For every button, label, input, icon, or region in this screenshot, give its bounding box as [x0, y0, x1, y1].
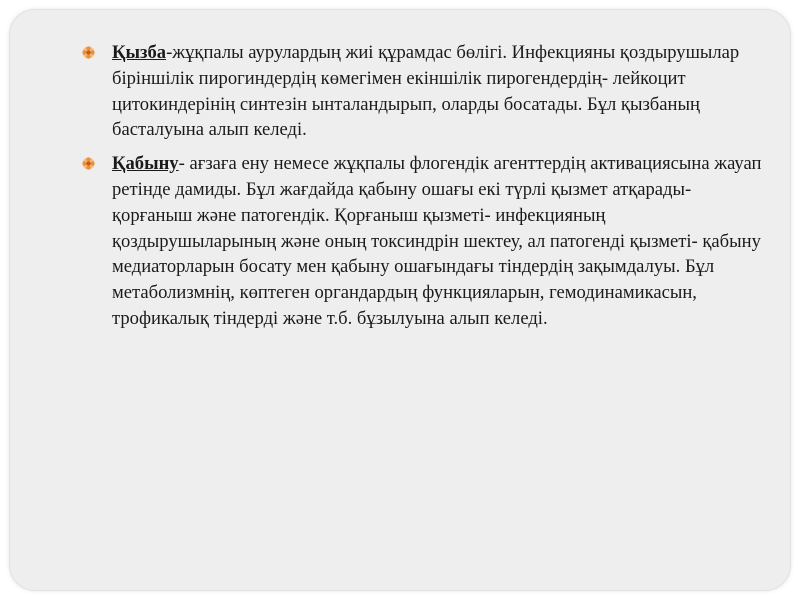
bullet-item-qabynu [80, 151, 770, 332]
bullet-item-qyzba [80, 40, 770, 143]
orange-flower-bullet-icon [82, 157, 95, 170]
orange-flower-bullet-icon [82, 46, 95, 59]
slide-content [80, 40, 770, 340]
bullet-text: -жұқпалы аурулардың жиі құрамдас бөлігі. Инфекцияны қоздырушылар біріншілік пирогиндердің көмегімен екіншілік пирогендердің- лейкоцит цитокиндерінің синтезін ынталандырып, оларды босатады. Бұл қызбаның басталуына алып келеді. [112, 42, 740, 141]
term-label: Қызба [112, 42, 167, 63]
bullet-text: - ағзаға ену немесе жұқпалы флогендік агенттердің активациясына жауап ретінде дамиды. Бұл жағдайда қабыну ошағы екі түрлі қызмет атқарады- қорғаныш және патогендік. Қорғаныш қызметі- инфекцияның қоздырушыларының және оның токсиндрін шектеу, ал патогенді қызметі- қабыну медиаторларын босату мен қабыну ошағындағы тіндердің зақымдалуы. Бұл метаболизмнің, көптеген органдардың функцияларын, гемодинамикасын, трофикалық тіндерді және т.б. бұзылуына алып келеді. [112, 153, 762, 329]
term-label: Қабыну [112, 153, 179, 175]
